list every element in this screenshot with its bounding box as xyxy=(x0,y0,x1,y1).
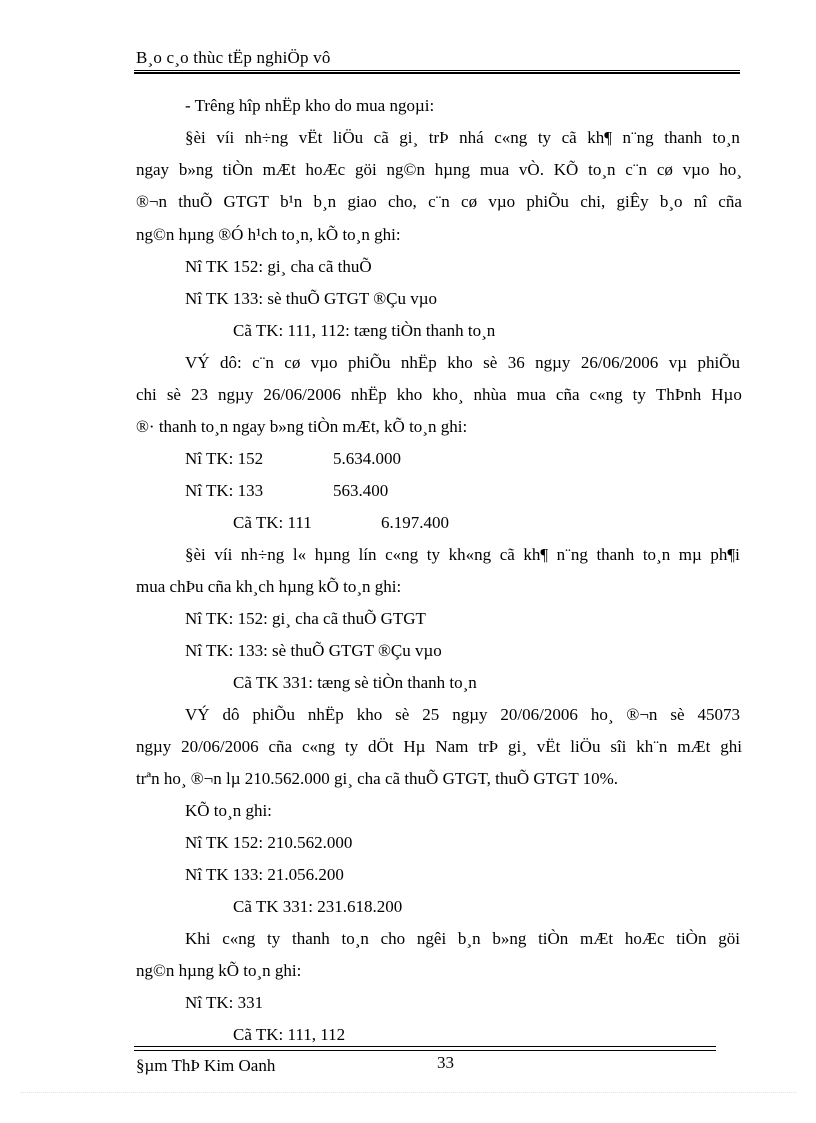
text-line-justified xyxy=(136,737,742,757)
word: kho¸ xyxy=(432,385,464,404)
word: n¨ng xyxy=(622,128,654,147)
text-line: Nî TK: 331 xyxy=(185,993,264,1012)
word: cña xyxy=(268,737,293,756)
entry-label: Nî TK: 133 xyxy=(185,481,264,500)
word: KÕ xyxy=(553,160,579,179)
word: c¨n xyxy=(252,353,274,372)
word: Khi xyxy=(185,929,211,948)
word: hµng xyxy=(314,545,350,564)
word: n¨ng xyxy=(556,545,588,564)
word: ng©n xyxy=(386,160,425,179)
word: giao xyxy=(347,192,377,211)
word: kho xyxy=(447,353,473,372)
entry-row xyxy=(185,449,401,469)
word: cã xyxy=(499,545,515,564)
word: 36 xyxy=(507,353,525,372)
text-line-justified xyxy=(185,705,740,725)
entry-row xyxy=(233,513,449,533)
word: mua xyxy=(479,160,510,179)
header-title: B¸o c¸o thùc tËp nghiÖp vô xyxy=(136,48,331,67)
text-line: ng©n hµng kÕ to¸n ghi: xyxy=(136,961,302,980)
word: trÞ xyxy=(428,128,449,147)
word: víi xyxy=(216,128,235,147)
word: l« xyxy=(292,545,307,564)
word: ph¶i xyxy=(710,545,740,564)
text-line: Nî TK: 133: sè thuÕ GTGT ®Çu vµo xyxy=(185,641,442,660)
word: cã xyxy=(561,128,577,147)
page-number: 33 xyxy=(437,1053,454,1072)
word: c«ng xyxy=(494,128,528,147)
word: cø xyxy=(284,353,301,372)
text-line: - Trêng hîp nhËp kho do mua ngoµi: xyxy=(185,96,435,115)
word: liÖu xyxy=(570,737,601,756)
word: mÆt xyxy=(677,737,711,756)
entry-value: 5.634.000 xyxy=(333,449,401,468)
word: Nam xyxy=(435,737,469,756)
text-line: KÕ to¸n ghi: xyxy=(185,801,272,820)
word: c«ng xyxy=(385,545,419,564)
word: 23 xyxy=(191,385,209,404)
word: gi¸ xyxy=(399,128,419,147)
word: kh¨n xyxy=(636,737,668,756)
text-line-justified xyxy=(185,929,740,949)
text-line: Nî TK 152: gi¸ cha cã thuÕ xyxy=(185,257,372,276)
word: GTGT xyxy=(223,192,269,211)
word: ngêi xyxy=(416,929,447,948)
word: kh¶ xyxy=(587,128,612,147)
word: ty xyxy=(344,737,359,756)
word: tiÒn xyxy=(222,160,253,179)
word: ty xyxy=(632,385,646,404)
page-edge xyxy=(20,1092,796,1093)
word: tiÒn xyxy=(538,929,569,948)
word: chi, xyxy=(580,192,606,211)
word: ho¸ xyxy=(719,160,742,179)
word: cho xyxy=(380,929,406,948)
word: cho, xyxy=(388,192,417,211)
word: to¸n xyxy=(588,160,616,179)
word: phiÕu xyxy=(697,353,740,372)
word: to¸n xyxy=(642,545,671,564)
entry-label: Nî TK: 152 xyxy=(185,449,264,468)
word: b¹n xyxy=(280,192,303,211)
word: thanh xyxy=(664,128,702,147)
word: cø xyxy=(461,192,478,211)
word: 20/06/2006 xyxy=(500,705,578,724)
word: phiÕu xyxy=(252,705,295,724)
word: vËt xyxy=(298,128,323,147)
entry-value: 6.197.400 xyxy=(381,513,449,532)
word: mµ xyxy=(678,545,702,564)
word: dÖt xyxy=(368,737,394,756)
header-rule-thick xyxy=(134,72,740,74)
word: mua xyxy=(516,385,546,404)
word: 26/06/2006 xyxy=(580,353,659,372)
word: vÒ. xyxy=(518,160,544,179)
word: lín xyxy=(358,545,377,564)
text-line: Cã TK: 111, 112: tæng tiÒn thanh to¸n xyxy=(233,321,496,340)
word: kho xyxy=(396,385,423,404)
word: to¸n xyxy=(341,929,369,948)
text-line: trªn ho¸ ®¬n lµ 210.562.000 gi¸ cha cã thuÕ GTGT, thuÕ GTGT 10%. xyxy=(136,769,619,788)
word: vµo xyxy=(488,192,516,211)
word: dô xyxy=(222,705,240,724)
word: ngµy xyxy=(535,353,571,372)
word: to¸n xyxy=(712,128,740,147)
footer-rule xyxy=(134,1050,716,1051)
word: vµo xyxy=(310,353,338,372)
word: 20/06/2006 xyxy=(181,737,259,756)
word: phiÕu xyxy=(526,192,569,211)
word: VÝ xyxy=(185,705,210,724)
word: sè xyxy=(670,705,685,724)
word: liÖu xyxy=(332,128,364,147)
word: mÆt xyxy=(580,929,614,948)
word: c«ng xyxy=(222,929,256,948)
text-line: ng©n hµng ®Ó h¹ch to¸n, kÕ to¸n ghi: xyxy=(136,225,401,244)
word: nhËp xyxy=(400,353,437,372)
text-line: mua chÞu cña kh¸ch hµng kÕ to¸n ghi: xyxy=(136,577,402,596)
word: 26/06/2006 xyxy=(263,385,341,404)
word: sè xyxy=(483,353,498,372)
word: trÞ xyxy=(478,737,499,756)
text-line: Cã TK 331: 231.618.200 xyxy=(233,897,403,916)
word: thanh xyxy=(596,545,635,564)
word: kh¶ xyxy=(523,545,549,564)
entry-label: Cã TK: 111 xyxy=(233,513,312,532)
word: ®¬n xyxy=(626,705,658,724)
word: b»ng xyxy=(492,929,527,948)
word: chi xyxy=(136,385,157,404)
word: nhá xyxy=(459,128,484,147)
word: nhùa xyxy=(473,385,507,404)
word: vµ xyxy=(668,353,688,372)
word: ngµy xyxy=(136,737,172,756)
text-line: Nî TK: 152: gi¸ cha cã thuÕ GTGT xyxy=(185,609,426,628)
word: ty xyxy=(267,929,281,948)
word: göi xyxy=(718,929,740,948)
word: b¸n xyxy=(313,192,337,211)
word: kh«ng xyxy=(448,545,492,564)
word: phiÕu xyxy=(347,353,391,372)
word: ngay xyxy=(136,160,170,179)
word: 25 xyxy=(422,705,440,724)
word: ngµy xyxy=(218,385,254,404)
word: ngµy xyxy=(452,705,488,724)
entry-row xyxy=(185,481,389,501)
text-line-justified xyxy=(185,545,740,565)
text-line-justified xyxy=(185,128,740,148)
text-line: Cã TK: 111, 112 xyxy=(233,1025,346,1044)
footer-author: §µm ThÞ Kim Oanh xyxy=(136,1056,276,1075)
word: Hµ xyxy=(403,737,426,756)
word: sè xyxy=(395,705,410,724)
word: hoÆc xyxy=(624,929,665,948)
text-line: Nî TK 133: 21.056.200 xyxy=(185,865,344,884)
text-line-justified xyxy=(185,353,740,373)
word: cã xyxy=(373,128,389,147)
word: kho xyxy=(356,705,383,724)
word: sè xyxy=(166,385,181,404)
word: göi xyxy=(355,160,377,179)
word: nhËp xyxy=(307,705,344,724)
text-line: Nî TK 152: 210.562.000 xyxy=(185,833,353,852)
text-line: Nî TK 133: sè thuÕ GTGT ®Çu vµo xyxy=(185,289,438,308)
word: c¨n xyxy=(625,160,648,179)
word: nî xyxy=(693,192,708,211)
text-line-justified xyxy=(136,385,742,405)
word: b¸n xyxy=(457,929,481,948)
word: thanh xyxy=(291,929,330,948)
word: víi xyxy=(214,545,233,564)
word: mÆt xyxy=(262,160,296,179)
word: thuÕ xyxy=(178,192,213,211)
word: cø xyxy=(656,160,673,179)
word: hµng xyxy=(434,160,471,179)
text-line-justified xyxy=(136,160,742,180)
footer-rule xyxy=(134,1046,716,1047)
word: giÊy xyxy=(616,192,649,211)
word: ThÞnh xyxy=(655,385,702,404)
word: §èi xyxy=(185,128,206,147)
header-rule xyxy=(134,70,740,71)
word: VÝ xyxy=(185,353,210,372)
word: hoÆc xyxy=(305,160,346,179)
word: §èi xyxy=(185,545,206,564)
word: c¨n xyxy=(428,192,450,211)
word: vµo xyxy=(682,160,710,179)
word: Hµo xyxy=(711,385,742,404)
word: cña xyxy=(718,192,742,211)
word: nh÷ng xyxy=(240,545,285,564)
word: gi¸ xyxy=(507,737,527,756)
entry-value: 563.400 xyxy=(333,481,389,500)
word: ho¸ xyxy=(590,705,614,724)
text-line: ®· thanh to¸n ngay b»ng tiÒn mÆt, kÕ to¸n ghi: xyxy=(136,417,468,436)
word: cña xyxy=(555,385,580,404)
word: vËt xyxy=(536,737,561,756)
word: c«ng xyxy=(589,385,623,404)
word: c«ng xyxy=(301,737,336,756)
word: 45073 xyxy=(697,705,740,724)
word: sîi xyxy=(610,737,627,756)
word: tiÒn xyxy=(676,929,707,948)
text-line: Cã TK 331: tæng sè tiÒn thanh to¸n xyxy=(233,673,477,692)
word: ty xyxy=(426,545,440,564)
text-line-justified xyxy=(136,192,742,212)
word: nhËp xyxy=(350,385,387,404)
word: ghi xyxy=(720,737,742,756)
word: ®¬n xyxy=(136,192,168,211)
word: b»ng xyxy=(178,160,213,179)
word: dô: xyxy=(219,353,242,372)
word: ty xyxy=(537,128,552,147)
word: b¸o xyxy=(659,192,683,211)
word: nh÷ng xyxy=(244,128,289,147)
